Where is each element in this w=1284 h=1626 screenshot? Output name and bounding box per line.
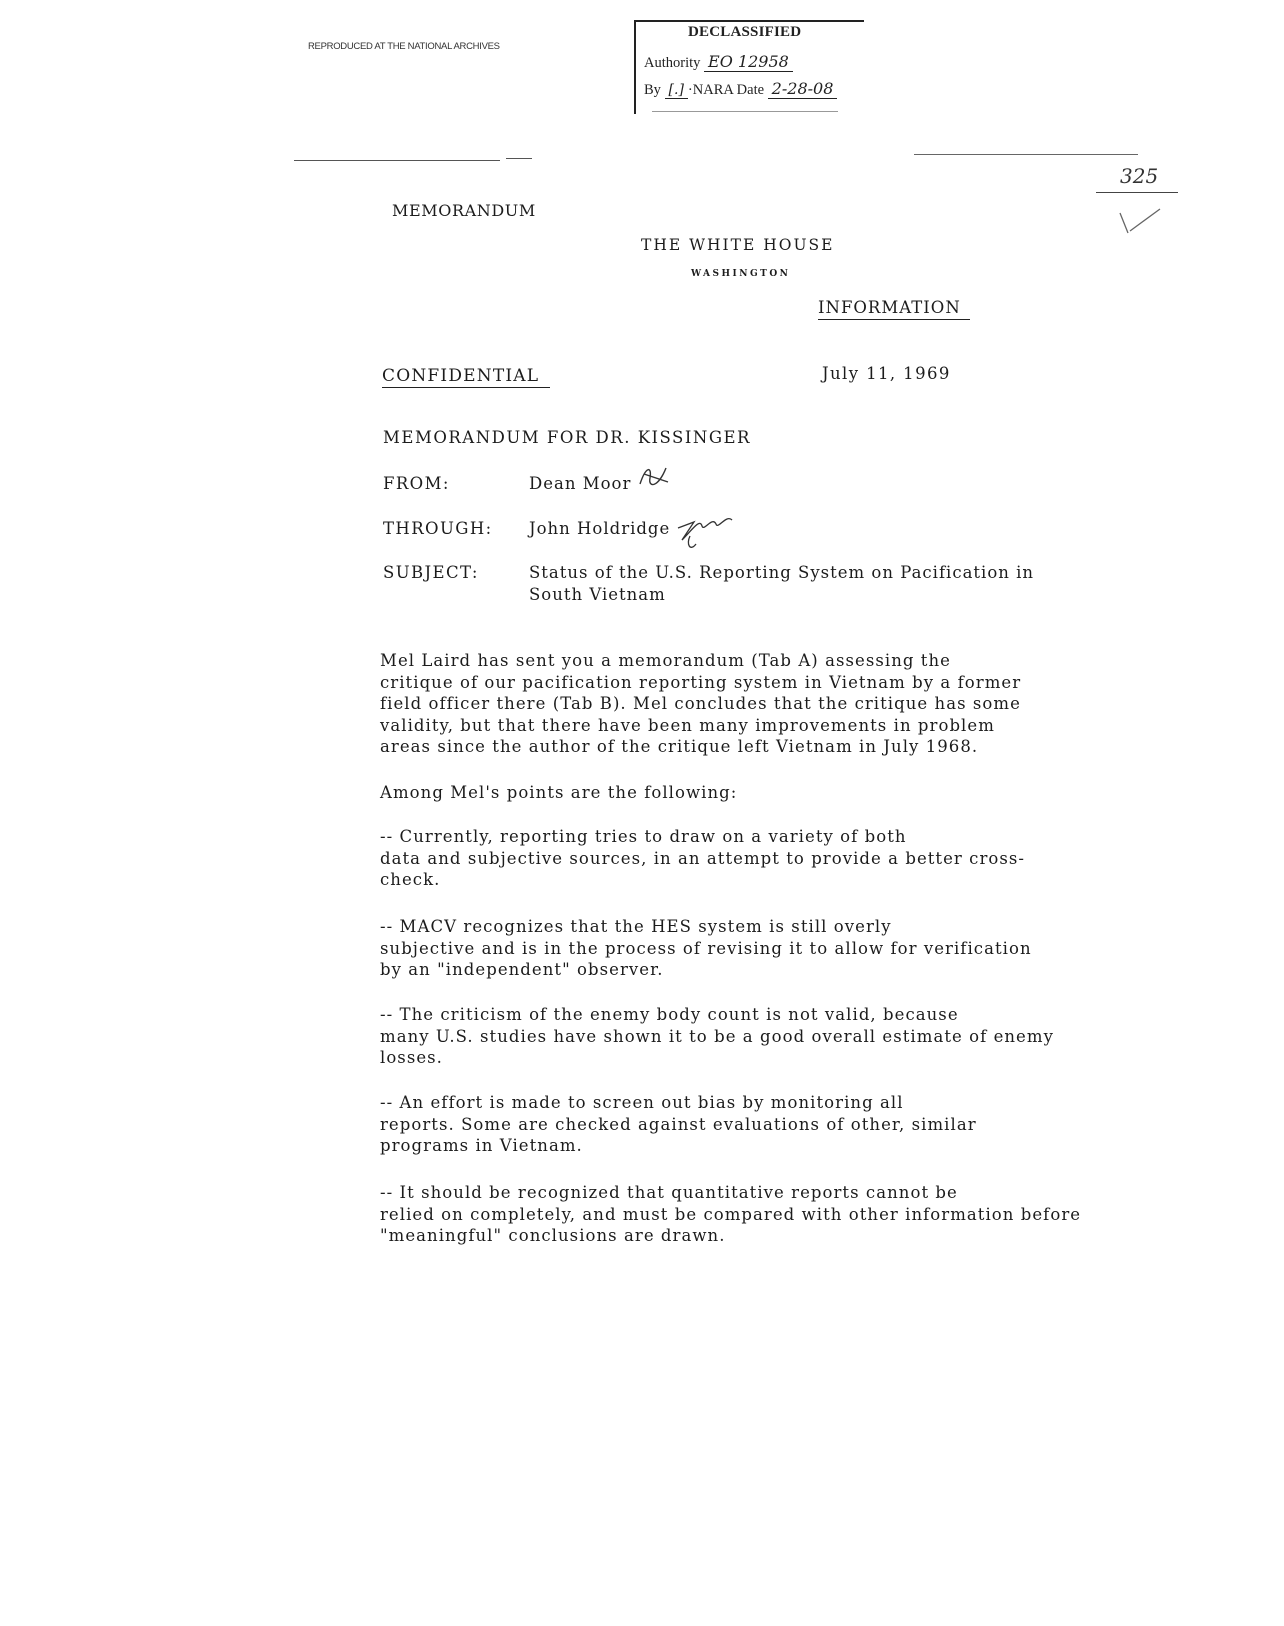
category-label: INFORMATION [818,298,970,320]
office-location: WASHINGTON [691,269,791,279]
subject-line-1: Status of the U.S. Reporting System on Pacification in [529,563,1035,582]
memorandum-label: MEMORANDUM [392,201,536,220]
stamp-title: DECLASSIFIED [688,24,802,40]
body-paragraph-points-intro: Among Mel's points are the following: [380,783,738,802]
stamp-by-label: By [644,82,661,98]
header-rule-left-2 [506,158,532,159]
body-bullet-2: -- MACV recognizes that the HES system is still overly subjective and is in the process of revising it to allow for verification by an "independent" observer. [380,917,1032,979]
stamp-date-value: 2-28-08 [768,79,838,99]
from-label: FROM: [383,474,450,493]
through-value: John Holdridge [529,519,671,538]
body-bullet-4: -- An effort is made to screen out bias by monitoring all reports. Some are checked against evaluations of other, similar programs in Vietnam. [380,1093,977,1155]
from-value: Dean Moor [529,474,632,493]
archives-notice: REPRODUCED AT THE NATIONAL ARCHIVES [308,41,500,52]
declassified-stamp [634,20,864,114]
stamp-nara-label: ·NARA Date [687,82,765,98]
through-label: THROUGH: [383,519,493,538]
memo-addressee: MEMORANDUM FOR DR. KISSINGER [383,428,751,447]
body-paragraph-intro: Mel Laird has sent you a memorandum (Tab A) assessing the critique of our pacification reporting system in Vietnam by a former field officer there (Tab B). Mel concludes that the critique has some validity, but that there have been many improvements in problem areas since the author of the critique left Vietnam in July 1968. [380,651,1022,756]
header-rule-right [914,154,1138,155]
subject-line-2: South Vietnam [529,585,666,604]
handwritten-rule [1096,192,1178,193]
classification-label: CONFIDENTIAL [382,366,550,388]
stamp-by-row [644,79,837,99]
stamp-bottom-rule [652,111,838,112]
through-initials-signature [672,510,742,556]
stamp-by-value: [.] [665,82,688,99]
body-bullet-3: -- The criticism of the enemy body count is not valid, because many U.S. studies have shown it to be a good overall estimate of enemy losses. [380,1005,1054,1067]
header-rule-left [294,160,500,161]
stamp-authority-row [644,52,793,72]
from-initials-signature [636,462,672,494]
memo-date: July 11, 1969 [822,364,951,383]
office-title: THE WHITE HOUSE [641,236,835,254]
handwritten-number: 325 [1120,164,1159,188]
stamp-authority-value: EO 12958 [704,52,793,72]
body-bullet-5: -- It should be recognized that quantitative reports cannot be relied on completely, and must be compared with other information before "meaningful" conclusions are drawn. [380,1183,1082,1245]
body-bullet-1: -- Currently, reporting tries to draw on a variety of both data and subjective sources, in an attempt to provide a better cross- check. [380,827,1026,889]
stamp-authority-label: Authority [644,55,701,71]
subject-label: SUBJECT: [383,563,479,582]
handwritten-check-mark [1118,205,1164,241]
